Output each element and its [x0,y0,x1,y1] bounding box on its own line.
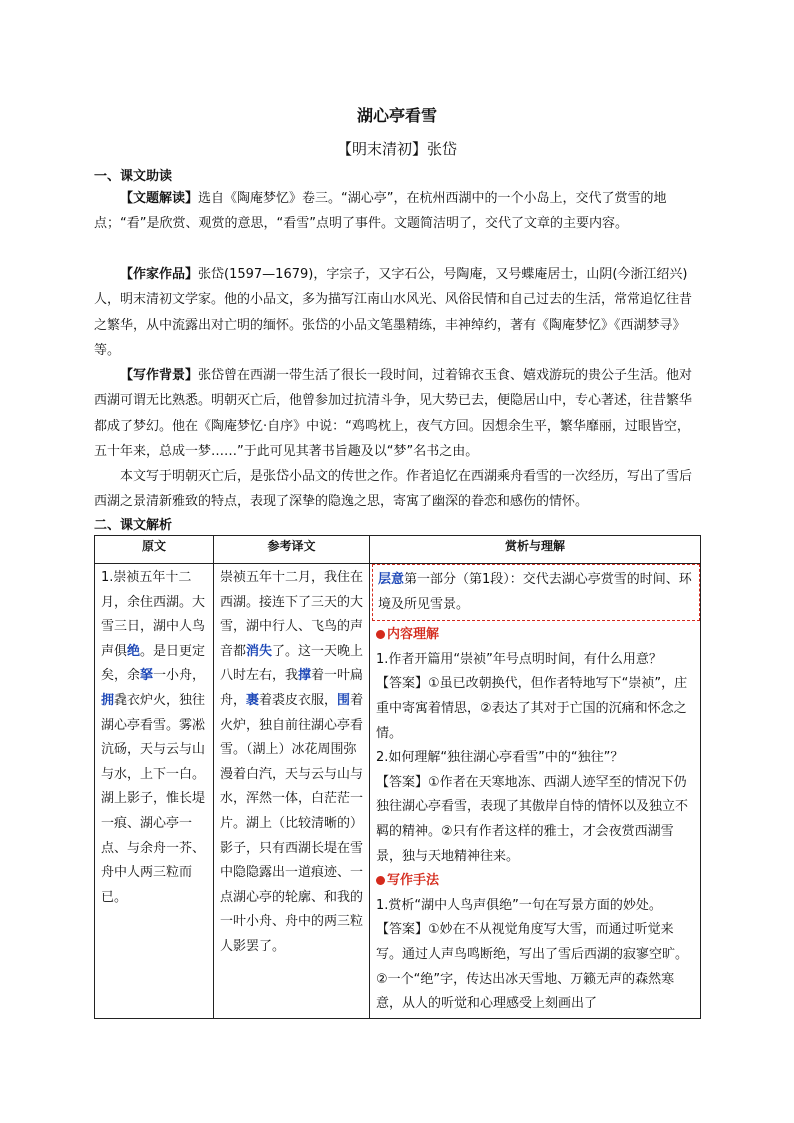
question: 1.作者开篇用“崇祯”年号点明时间，有什么用意？ [376,651,662,667]
section-heading-analysis: 二、课文解析 [94,518,173,533]
header-translation: 参考译文 [214,536,370,564]
keyword: 拥 [101,692,115,708]
paragraph-summary [94,464,700,515]
para-text: 张岱曾在西湖一带生活了很长一段时间，过着锦衣玉食、嬉戏游玩的贵公子生活。他对西湖可谓无比熟悉。明朝灭亡后，他曾参加过抗清斗争，见大势已去，便隐居山中，专心著述，往昔繁华都成了梦幻。他在《陶庵梦忆·自序》中说：“鸡鸣枕上，夜气方回。因想余生平，繁华靡丽，过眼皆空，五十年来，总成一梦……”于此可见其著书旨趣及以“梦”名书之由。 [94,368,693,460]
paragraph-author-works [94,262,700,364]
keyword: 撑 [298,668,312,684]
para-text: 选自《陶庵梦忆》卷三。“湖心亭”，在杭州西湖中的一个小岛上，交代了赏雪的地点；“看”是欣赏、观赏的意思，“看雪”点明了事件。文题简洁明了，交代了文章的主要内容。 [94,191,667,232]
para-text: 本文写于明朝灭亡后，是张岱小品文的传世之作。作者追忆在西湖乘舟看雪的一次经历，写出了雪后西湖之景清新雅致的特点，表现了深挚的隐逸之思，寄寓了幽深的眷恋和感伤的情怀。 [94,469,693,510]
keyword: 裹 [246,692,260,708]
para-text: 张岱(1597—1679)，字宗子，又字石公，号陶庵，又号蝶庵居士，山阴(今浙江绍兴)人，明末清初文学家。他的小品文，多为描写江南山水风光、风俗民情和自己过去的生活，常常追忆往昔之繁华，从中流露出对亡明的缅怀。张岱的小品文笔墨精练，丰神绰约，著有《陶庵梦忆》《西湖梦寻》等。 [94,267,693,359]
analysis-table [94,535,701,1019]
section-heading-reading-aid: 一、课文助读 [94,169,173,184]
appreciation-cell [370,564,701,1019]
keyword: 围 [337,692,351,708]
keyword: 绝 [127,643,141,659]
meaning-tag: 层意 [378,572,405,587]
question: 2.如何理解“独往湖心亭看雪”中的“独往”？ [376,750,624,766]
keyword: 拏 [140,668,154,684]
para-label: 【作家作品】 [120,267,199,282]
question: 1.赏析“湖中人鸟声俱绝”一句在写景方面的妙处。 [376,897,662,913]
table-header-row [95,536,701,564]
subheading-content-understanding: 内容理解 [376,623,695,648]
author-line: 【明末清初】张岱 [336,140,457,158]
paragraph-title-interpretation [94,186,700,237]
para-label: 【写作背景】 [120,368,199,383]
keyword: 消失 [246,643,273,659]
answer: 【答案】①作者在天寒地冻、西湖人迹罕至的情况下仍独往湖心亭看雪，表现了其傲岸自恃的情怀以及独立不羁的精神。②只有作者这样的雅士，才会夜赏西湖雪景，独与天地精神往来。 [376,774,689,864]
translation-cell: 崇祯五年十二月，我住在西湖。接连下了三天的大雪，湖中行人、飞鸟的声音都消失了。这一天晚上八时左右，我撑着一叶扁舟，裹着裘皮衣服，围着火炉，独自前往湖心亭看雪。（湖上）冰花周围弥漫着白汽，天与云与山与水，浑然一体，白茫茫一片。湖上（比较清晰的）影子，只有西湖长堤在雪中隐隐露出一道痕迹、一点湖心亭的轮廓、和我的一叶小舟、舟中的两三粒人影罢了。 [214,564,370,1019]
paragraph-background [94,363,700,465]
answer: 【答案】①虽已改朝换代，但作者特地写下“崇祯”，庄重中寄寓着情思，②表达了其对于亡国的沉痛和怀念之情。 [376,676,688,741]
table-row [95,564,701,1019]
bullet-dot-icon [376,630,385,639]
answer: 【答案】①妙在不从视觉角度写大雪，而通过听觉来写。通过人声鸟鸣断绝，写出了雪后西湖的寂寥空旷。②一个“绝”字，传达出冰天雪地、万籁无声的森然寒意，从人的听觉和心理感受上刻画出了 [376,922,689,1012]
original-text-cell: 1.崇祯五年十二月，余住西湖。大雪三日，湖中人鸟声俱绝。是日更定矣，余拏一小舟，拥毳衣炉火，独往湖心亭看雪。雾凇沆砀，天与云与山与水，上下一白。湖上影子，惟长堤一痕、湖心亭一点、与余舟一芥、舟中人两三粒而已。 [95,564,214,1019]
page-title: 湖心亭看雪 [356,106,437,125]
bullet-dot-icon [376,876,385,885]
header-original-text: 原文 [95,536,214,564]
para-label: 【文题解读】 [120,191,199,206]
header-appreciation: 赏析与理解 [370,536,701,564]
section-meaning-box: 层意第一部分（第1段）：交代去湖心亭赏雪的时间、环境及所见雪景。 [372,564,700,621]
subheading-writing-technique: 写作手法 [376,869,695,894]
